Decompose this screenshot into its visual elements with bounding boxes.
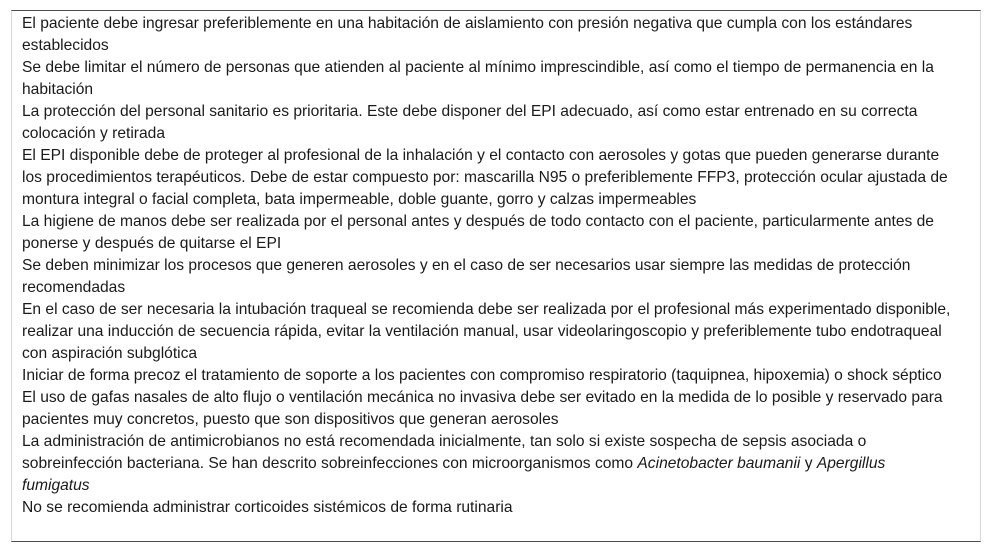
table-row: Iniciar de forma precoz el tratamiento de soporte a los pacientes con compromiso respiratorio (taquipnea, hipoxemia) o shock séptico [22, 367, 942, 384]
row-text: y [800, 455, 817, 472]
table-row: En el caso de ser necesaria la intubación traqueal se recomienda debe ser realizada por el profesional más experimentado disponible, realizar una inducción de secuencia rápida, evitar la ventilación manual, usar videolaringoscopio y preferiblemente tubo endotraqueal con aspiración subglótica [22, 301, 951, 362]
organism-name: Acinetobacter baumanii [637, 455, 801, 472]
table-row: Se deben minimizar los procesos que generen aerosoles y en el caso de ser necesarios usar siempre las medidas de protección recomendadas [22, 257, 911, 296]
table-row: El EPI disponible debe de proteger al profesional de la inhalación y el contacto con aerosoles y gotas que pueden generarse durante los procedimientos terapéuticos. Debe de estar compuesto por: mascarilla N95 o preferiblemente FFP3, protección ocular ajustada de montura integral o facial completa, bata impermeable, doble guante, gorro y calzas impermeables [22, 147, 948, 208]
table-row [22, 431, 980, 497]
table-row: La protección del personal sanitario es prioritaria. Este debe disponer del EPI adecuado, así como estar entrenado en su correcta colocación y retirada [22, 103, 918, 142]
row-text: La administración de antimicrobianos no está recomendada inicialmente, tan solo si existe sospecha de sepsis asociada o sobreinfección bacteriana. Se han descrito sobreinfecciones con microorganismos como [22, 433, 867, 472]
recommendations-list [12, 11, 980, 519]
table-row: Se debe limitar el número de personas que atienden al paciente al mínimo imprescindible, así como el tiempo de permanencia en la habitación [22, 59, 934, 98]
table-row: El paciente debe ingresar preferiblemente en una habitación de aislamiento con presión negativa que cumpla con los estándares establecidos [22, 15, 913, 54]
table-row: No se recomienda administrar corticoides sistémicos de forma rutinaria [22, 499, 513, 516]
table-row: El uso de gafas nasales de alto flujo o ventilación mecánica no invasiva debe ser evitado en la medida de lo posible y reservado para pacientes muy concretos, puesto que son dispositivos que generan aerosoles [22, 389, 943, 428]
organism-name: Apergillus fumigatus [22, 455, 886, 494]
recommendations-table [11, 10, 981, 542]
table-row: La higiene de manos debe ser realizada por el personal antes y después de todo contacto con el paciente, particularmente antes de ponerse y después de quitarse el EPI [22, 213, 934, 252]
